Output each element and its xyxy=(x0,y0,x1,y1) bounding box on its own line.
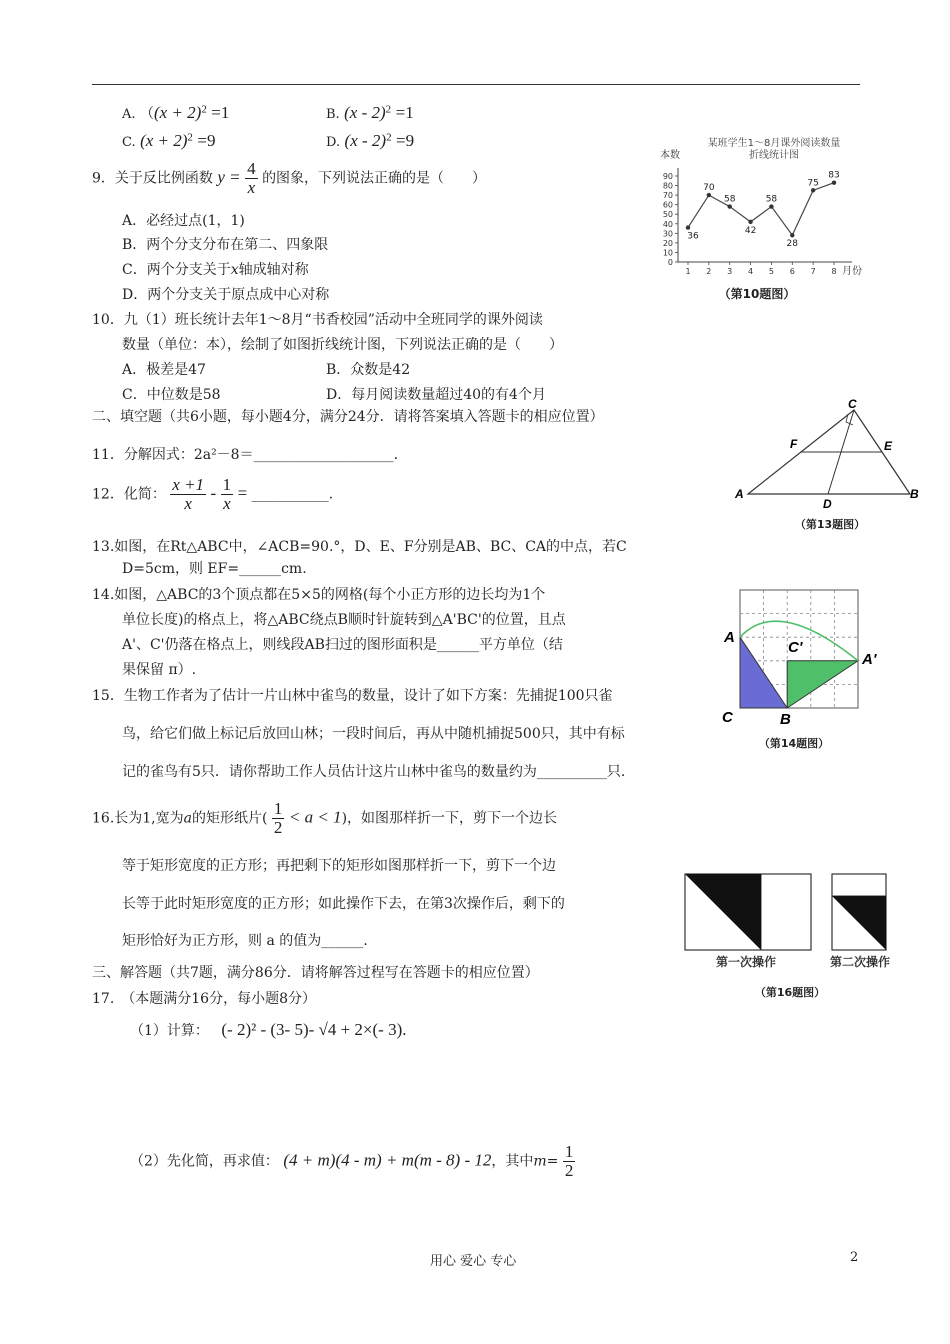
y-tick-label: 90 xyxy=(662,172,673,181)
y-tick-label: 70 xyxy=(662,191,673,201)
page-number: 2 xyxy=(850,1250,859,1265)
x-tick-label: 1 xyxy=(685,267,691,276)
q13-line2: D=5cm，则 EF=______cm. xyxy=(122,561,307,577)
section-3-heading: 三、解答题（共7题，满分86分．请将解答过程写在答题卡的相应位置） xyxy=(92,965,539,981)
data-label: 70 xyxy=(703,183,715,194)
q10-option-c: C．中位数是58 xyxy=(122,387,221,403)
q8-option-b: B. (x - 2)$^2$ =1 xyxy=(326,103,414,122)
q12: 12．化简： $\frac{x +1}{x}$ - $\frac{1}{x}$ = ___________. xyxy=(92,475,334,513)
q16-line3: 长等于此时矩形宽度的正方形；如此操作下去，在第3次操作后，剩下的 xyxy=(122,896,565,912)
q9-stem: 9．关于反比例函数 y = $\frac{4}{x}$ 的图象，下列说法正确的是（ ） xyxy=(92,159,487,197)
label-a-prime: A' xyxy=(862,651,877,668)
header-rule xyxy=(92,84,860,85)
data-point xyxy=(686,225,690,229)
triangle-apbcp xyxy=(787,661,858,708)
label-second-operation: 第二次操作 xyxy=(829,955,891,969)
q9-option-d: D．两个分支关于原点成中心对称 xyxy=(122,287,330,303)
data-label: 58 xyxy=(765,194,778,205)
y-tick-label: 50 xyxy=(662,210,673,220)
q14-line1: 14.如图，△ABC的3个顶点都在5×5的网格(每个小正方形的边长均为1个 xyxy=(92,587,546,603)
y-tick-label: 40 xyxy=(662,219,673,229)
figure-16-caption: （第16题图） xyxy=(754,986,826,999)
x-tick-label: 6 xyxy=(789,267,795,276)
label-a: A xyxy=(735,487,744,501)
label-c-prime: C' xyxy=(788,639,803,656)
data-label: 36 xyxy=(687,231,699,242)
data-label: 28 xyxy=(786,239,799,250)
q14-line4: 果保留 π）. xyxy=(122,662,197,678)
data-label: 83 xyxy=(828,170,840,181)
label-c: C xyxy=(848,398,857,411)
data-point xyxy=(832,180,836,184)
y-tick-label: 20 xyxy=(662,238,673,248)
chart-title-1: 某班学生1～8月课外阅读数量 xyxy=(707,138,841,149)
q17-part1: （1）计算： (- 2)² - (3- 5)- √4 + 2×(- 3). xyxy=(130,1020,407,1039)
figure-14-caption: （第14题图） xyxy=(758,737,830,750)
label-first-operation: 第一次操作 xyxy=(715,955,777,969)
triangle-abc xyxy=(740,637,787,708)
footer-motto: 用心 爱心 专心 xyxy=(430,1254,517,1269)
q10-option-d: D．每月阅读数量超过40的有4个月 xyxy=(326,387,546,403)
label-f: F xyxy=(790,437,798,451)
y-tick-label: 80 xyxy=(662,181,673,191)
y-tick-label: 10 xyxy=(662,248,673,258)
x-tick-label: 3 xyxy=(727,267,733,276)
data-point xyxy=(790,233,794,237)
x-tick-label: 5 xyxy=(768,267,774,276)
label-e: E xyxy=(884,439,893,453)
data-point xyxy=(707,193,711,197)
label-b: B xyxy=(780,711,791,728)
figure-16 xyxy=(680,866,895,1006)
q14-line2: 单位长度)的格点上，将△ABC绕点B顺时针旋转到△A'BC'的位置，且点 xyxy=(122,612,566,628)
section-2-heading: 二、填空题（共6小题，每小题4分，满分24分．请将答案填入答题卡的相应位置） xyxy=(92,409,604,425)
q16-line2: 等于矩形宽度的正方形；再把剩下的矩形如图那样折一下，剪下一个边 xyxy=(122,858,556,874)
x-tick-label: 8 xyxy=(831,267,837,276)
x-tick-label: 4 xyxy=(748,267,754,276)
q8-option-c: C. $(x + 2)^2 =9$ xyxy=(122,131,216,150)
y-tick-label: 30 xyxy=(662,229,673,239)
x-tick-label: 2 xyxy=(706,267,712,276)
q9-option-c: C．两个分支关于x轴成轴对称 xyxy=(122,262,309,278)
q16-line1: 16.长为1,宽为a的矩形纸片( $\frac{1}{2}$ < a < 1)，如图那样折一下，剪下一个边长 xyxy=(92,799,558,837)
q15-line3: 记的雀鸟有5只．请你帮助工作人员估计这片山林中雀鸟的数量约为__________只. xyxy=(122,764,626,780)
chart-ylabel: 本数 xyxy=(660,150,680,161)
chart-title-2: 折线统计图 xyxy=(749,150,799,161)
line-chart xyxy=(648,134,866,304)
label-a: A xyxy=(724,629,735,646)
q17-heading: 17. （本题满分16分，每小题8分） xyxy=(92,991,316,1007)
q11: 11．分解因式：2a²－8＝____________________. xyxy=(92,447,399,463)
q10-option-a: A．极差是47 xyxy=(122,362,206,378)
label-c: C xyxy=(722,709,733,726)
q9-option-b: B．两个分支分布在第二、四象限 xyxy=(122,237,329,253)
data-point xyxy=(769,204,773,208)
figure-10-caption: （第10题图） xyxy=(718,287,796,301)
x-tick-label: 7 xyxy=(810,267,816,276)
data-point xyxy=(748,220,752,224)
figure-14 xyxy=(718,586,888,756)
q13-line1: 13.如图，在Rt△ABC中，∠ACB=90.°，D、E、F分别是AB、BC、CA的中点，若C xyxy=(92,539,627,555)
figure-13 xyxy=(730,398,920,538)
data-label: 75 xyxy=(807,178,819,189)
data-point xyxy=(728,204,732,208)
q10-line1: 10．九（1）班长统计去年1～8月“书香校园”活动中全班同学的课外阅读 xyxy=(92,312,543,328)
figure-10 xyxy=(648,134,866,304)
q10-option-b: B．众数是42 xyxy=(326,362,411,378)
data-point xyxy=(811,188,815,192)
data-label: 58 xyxy=(723,194,736,205)
y-tick-label: 0 xyxy=(667,258,673,267)
q15-line2: 鸟，给它们做上标记后放回山林；一段时间后，再从中随机捕捉500只，其中有标 xyxy=(122,726,625,742)
y-tick-label: 60 xyxy=(662,200,673,210)
grid-rotation-diagram xyxy=(718,586,888,756)
q9-option-a: A．必经过点(1，1) xyxy=(122,213,245,229)
data-label: 42 xyxy=(744,225,757,236)
label-d: D xyxy=(823,497,832,511)
q8-option-a: A. （$(x + 2)^2 =1$ xyxy=(122,103,230,122)
label-b: B xyxy=(910,487,919,501)
q17-part2: （2）先化简，再求值： (4 + m)(4 - m) + m(m - 8) - 12，其中m= $\frac{1}{2}$ xyxy=(130,1142,574,1180)
q10-line2: 数量（单位：本），绘制了如图折线统计图，下列说法正确的是（ ） xyxy=(122,337,563,353)
chart-xlabel: 月份 xyxy=(842,266,862,277)
figure-13-caption: （第13题图） xyxy=(794,518,866,531)
q16-line4: 矩形恰好为正方形，则 a 的值为______. xyxy=(122,933,368,949)
q15-line1: 15．生物工作者为了估计一片山林中雀鸟的数量，设计了如下方案：先捕捉100只雀 xyxy=(92,688,613,704)
q8-option-d: D. (x - 2)$^2$ =9 xyxy=(326,131,415,150)
triangle-diagram xyxy=(730,398,920,538)
q14-line3: A'、C'仍落在格点上，则线段AB扫过的图形面积是______平方单位（结 xyxy=(122,637,563,653)
folding-diagram xyxy=(680,866,895,1006)
